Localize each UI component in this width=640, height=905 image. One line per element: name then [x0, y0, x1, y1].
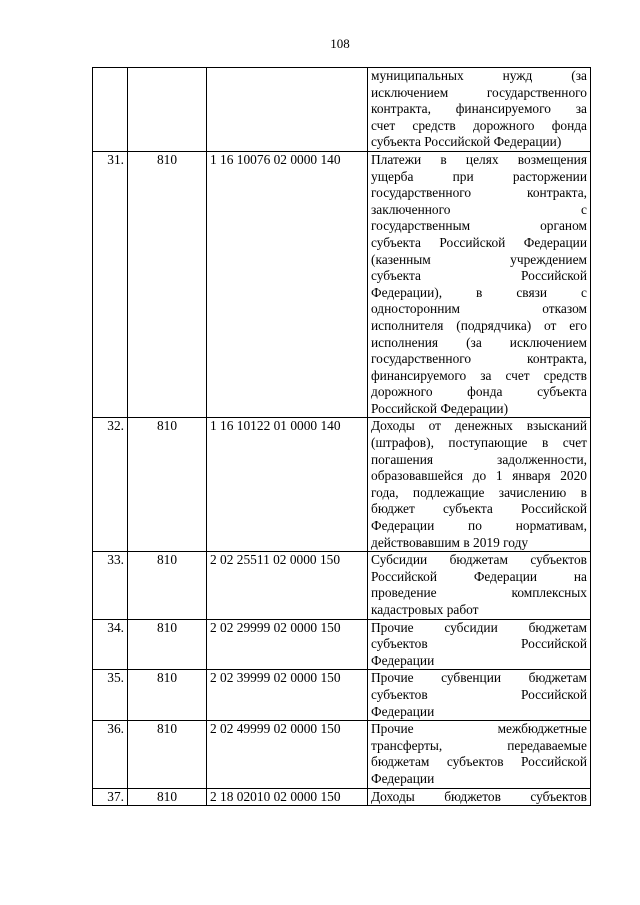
- row-number-cell: 36.: [93, 721, 128, 788]
- row-number-cell: [93, 68, 128, 152]
- table-row: [93, 151, 591, 418]
- description-line: заключенного с: [371, 201, 587, 217]
- description-line: Федерации по нормативам,: [371, 518, 587, 534]
- row-number-cell: 33.: [93, 552, 128, 619]
- description-line: бюджетам субъектов Российской: [371, 754, 587, 770]
- row-number-cell: 32.: [93, 418, 128, 552]
- administrator-code-cell: 810: [128, 670, 207, 721]
- description-line: Прочие субвенции бюджетам: [371, 670, 587, 686]
- description-line: погашения задолженности,: [371, 451, 587, 467]
- description-line: Российской Федерации на: [371, 568, 587, 584]
- description-line: субъектов Российской: [371, 636, 587, 652]
- description-line: исполнителя (подрядчика) от его: [371, 317, 587, 333]
- table-row: [93, 68, 591, 152]
- description-line: Доходы бюджетов субъектов: [371, 788, 587, 804]
- description-line: односторонним отказом: [371, 301, 587, 317]
- description-line: государственным органом: [371, 218, 587, 234]
- description-line: трансферты, передаваемые: [371, 737, 587, 753]
- description-line: Федерации: [371, 703, 435, 719]
- table-row: [93, 670, 591, 721]
- administrator-code-cell: 810: [128, 552, 207, 619]
- table-row: [93, 418, 591, 552]
- description-line: проведение комплексных: [371, 585, 587, 601]
- description-line: Субсидии бюджетам субъектов: [371, 552, 587, 568]
- description-line: образовавшейся до 1 января 2020: [371, 468, 587, 484]
- description-line: дорожного фонда субъекта: [371, 384, 587, 400]
- budget-classification-code-cell: 2 02 39999 02 0000 150: [207, 670, 368, 721]
- description-line: субъекта Российской: [371, 268, 587, 284]
- row-number-cell: 31.: [93, 151, 128, 418]
- description-line: (штрафов), поступающие в счет: [371, 435, 587, 451]
- description-line: Прочие межбюджетные: [371, 721, 587, 737]
- description-line: контракта, финансируемого за: [371, 101, 587, 117]
- description-line: исполнения (за исключением: [371, 334, 587, 350]
- budget-classification-code-cell: 2 18 02010 02 0000 150: [207, 788, 368, 806]
- revenue-codes-table: [92, 67, 591, 806]
- row-number-cell: 35.: [93, 670, 128, 721]
- budget-classification-code-cell: 2 02 49999 02 0000 150: [207, 721, 368, 788]
- description-line: Российской Федерации): [371, 400, 509, 416]
- budget-classification-code-cell: 1 16 10122 01 0000 140: [207, 418, 368, 552]
- description-line: субъекта Российской Федерации): [371, 134, 562, 150]
- administrator-code-cell: 810: [128, 151, 207, 418]
- description-line: (казенным учреждением: [371, 251, 587, 267]
- description-line: финансируемого за счет средств: [371, 367, 587, 383]
- description-line: Прочие субсидии бюджетам: [371, 619, 587, 635]
- description-line: муниципальных нужд (за: [371, 68, 587, 83]
- administrator-code-cell: 810: [128, 619, 207, 670]
- description-line: года, подлежащие зачислению в: [371, 484, 587, 500]
- description-line: счет средств дорожного фонда: [371, 117, 587, 133]
- budget-classification-code-cell: 2 02 29999 02 0000 150: [207, 619, 368, 670]
- table-row: [93, 619, 591, 670]
- revenue-description-cell: [368, 552, 591, 619]
- row-number-cell: 37.: [93, 788, 128, 806]
- revenue-description-cell: [368, 418, 591, 552]
- description-line: бюджет субъекта Российской: [371, 501, 587, 517]
- revenue-description-cell: [368, 721, 591, 788]
- administrator-code-cell: 810: [128, 721, 207, 788]
- description-line: Федерации), в связи с: [371, 284, 587, 300]
- budget-classification-code-cell: [207, 68, 368, 152]
- description-line: действовавшим в 2019 году: [371, 534, 529, 550]
- description-line: Доходы от денежных взысканий: [371, 418, 587, 434]
- revenue-description-cell: [368, 151, 591, 418]
- budget-classification-code-cell: 2 02 25511 02 0000 150: [207, 552, 368, 619]
- description-line: кадастровых работ: [371, 602, 479, 617]
- revenue-description-cell: [368, 619, 591, 670]
- budget-classification-code-cell: 1 16 10076 02 0000 140: [207, 151, 368, 418]
- table-row: [93, 788, 591, 806]
- description-line: государственного контракта,: [371, 351, 587, 367]
- description-line: исключением государственного: [371, 84, 587, 100]
- description-line: Платежи в целях возмещения: [371, 151, 587, 167]
- description-line: Федерации: [371, 652, 435, 668]
- page-number: 108: [330, 36, 350, 51]
- revenue-description-cell: [368, 68, 591, 152]
- description-line: субъекта Российской Федерации: [371, 234, 587, 250]
- administrator-code-cell: 810: [128, 418, 207, 552]
- row-number-cell: 34.: [93, 619, 128, 670]
- table-row: [93, 721, 591, 788]
- revenue-description-cell: [368, 670, 591, 721]
- description-line: государственного контракта,: [371, 185, 587, 201]
- description-line: Федерации: [371, 770, 435, 786]
- description-line: субъектов Российской: [371, 686, 587, 702]
- revenue-description-cell: [368, 788, 591, 806]
- table-body: [93, 68, 591, 806]
- administrator-code-cell: 810: [128, 788, 207, 806]
- description-line: ущерба при расторжении: [371, 168, 587, 184]
- table-row: [93, 552, 591, 619]
- administrator-code-cell: [128, 68, 207, 152]
